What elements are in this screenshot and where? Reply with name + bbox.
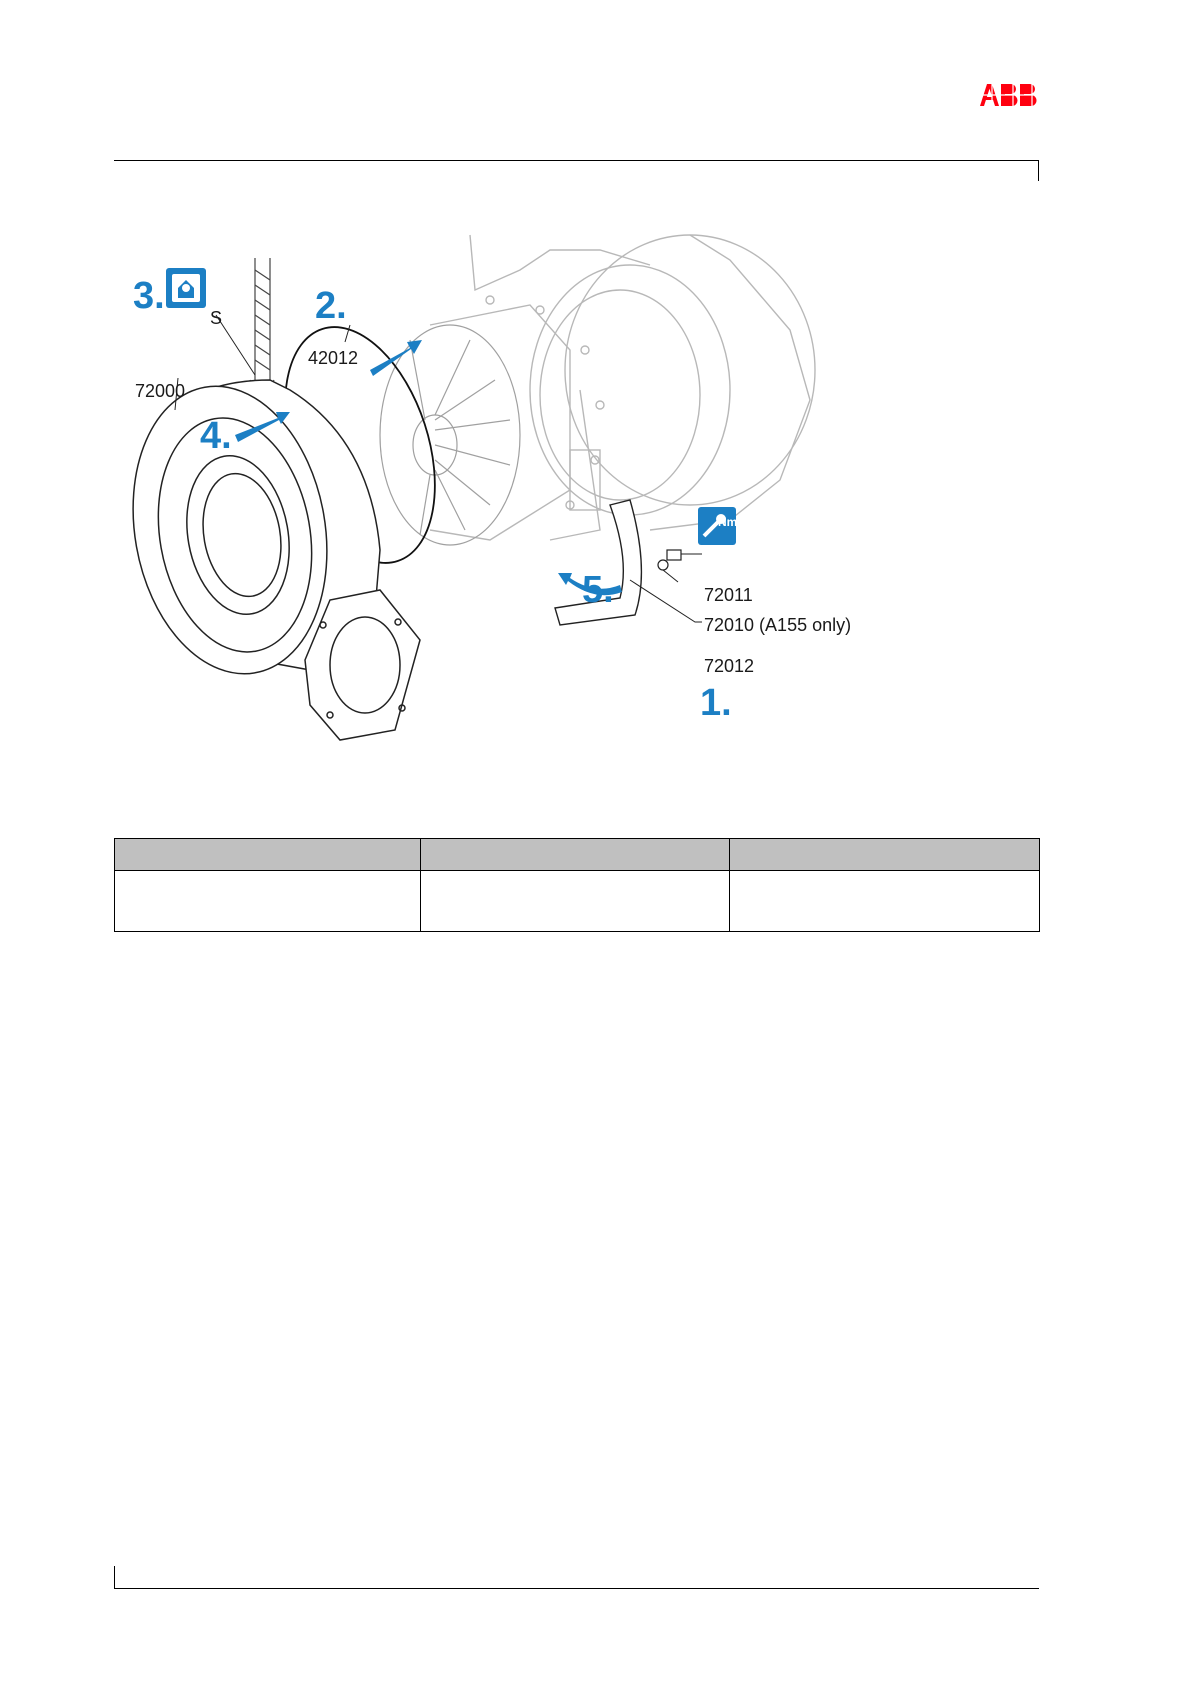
torque-wrench-icon [698,507,737,545]
torque-icon-text: Nm [718,515,738,529]
header-rule [114,160,1039,161]
label-s: S [210,308,223,328]
table-row [115,871,1040,932]
abb-logo [980,84,1038,106]
footer-rule [114,1588,1039,1589]
table-header-cell [421,839,730,871]
step-5: 5. [582,569,614,611]
label-72010: 72010 (A155 only) [704,615,852,635]
step-2: 2. [315,285,347,327]
screw-and-washer [658,550,681,570]
info-table [114,838,1040,932]
table-cell [730,871,1040,932]
table-cell [421,871,730,932]
label-72000: 72000 [135,381,186,401]
header-rule-tick [1038,160,1039,181]
step-4: 4. [200,415,232,457]
step-3: 3. [133,275,165,317]
label-72012: 72012 [704,656,755,676]
label-42012: 42012 [308,348,359,368]
label-72011: 72011 [704,585,753,605]
compressor-casing [130,371,420,740]
lifting-device-icon [166,268,206,308]
table-header-row [115,839,1040,871]
table-cell [115,871,421,932]
compressor-wheel [380,325,520,545]
table-header-cell [115,839,421,871]
footer-rule-tick [114,1566,115,1588]
step-1: 1. [700,682,732,724]
turbocharger-body [430,235,815,540]
table-header-cell [730,839,1040,871]
assembly-illustration [130,230,950,790]
